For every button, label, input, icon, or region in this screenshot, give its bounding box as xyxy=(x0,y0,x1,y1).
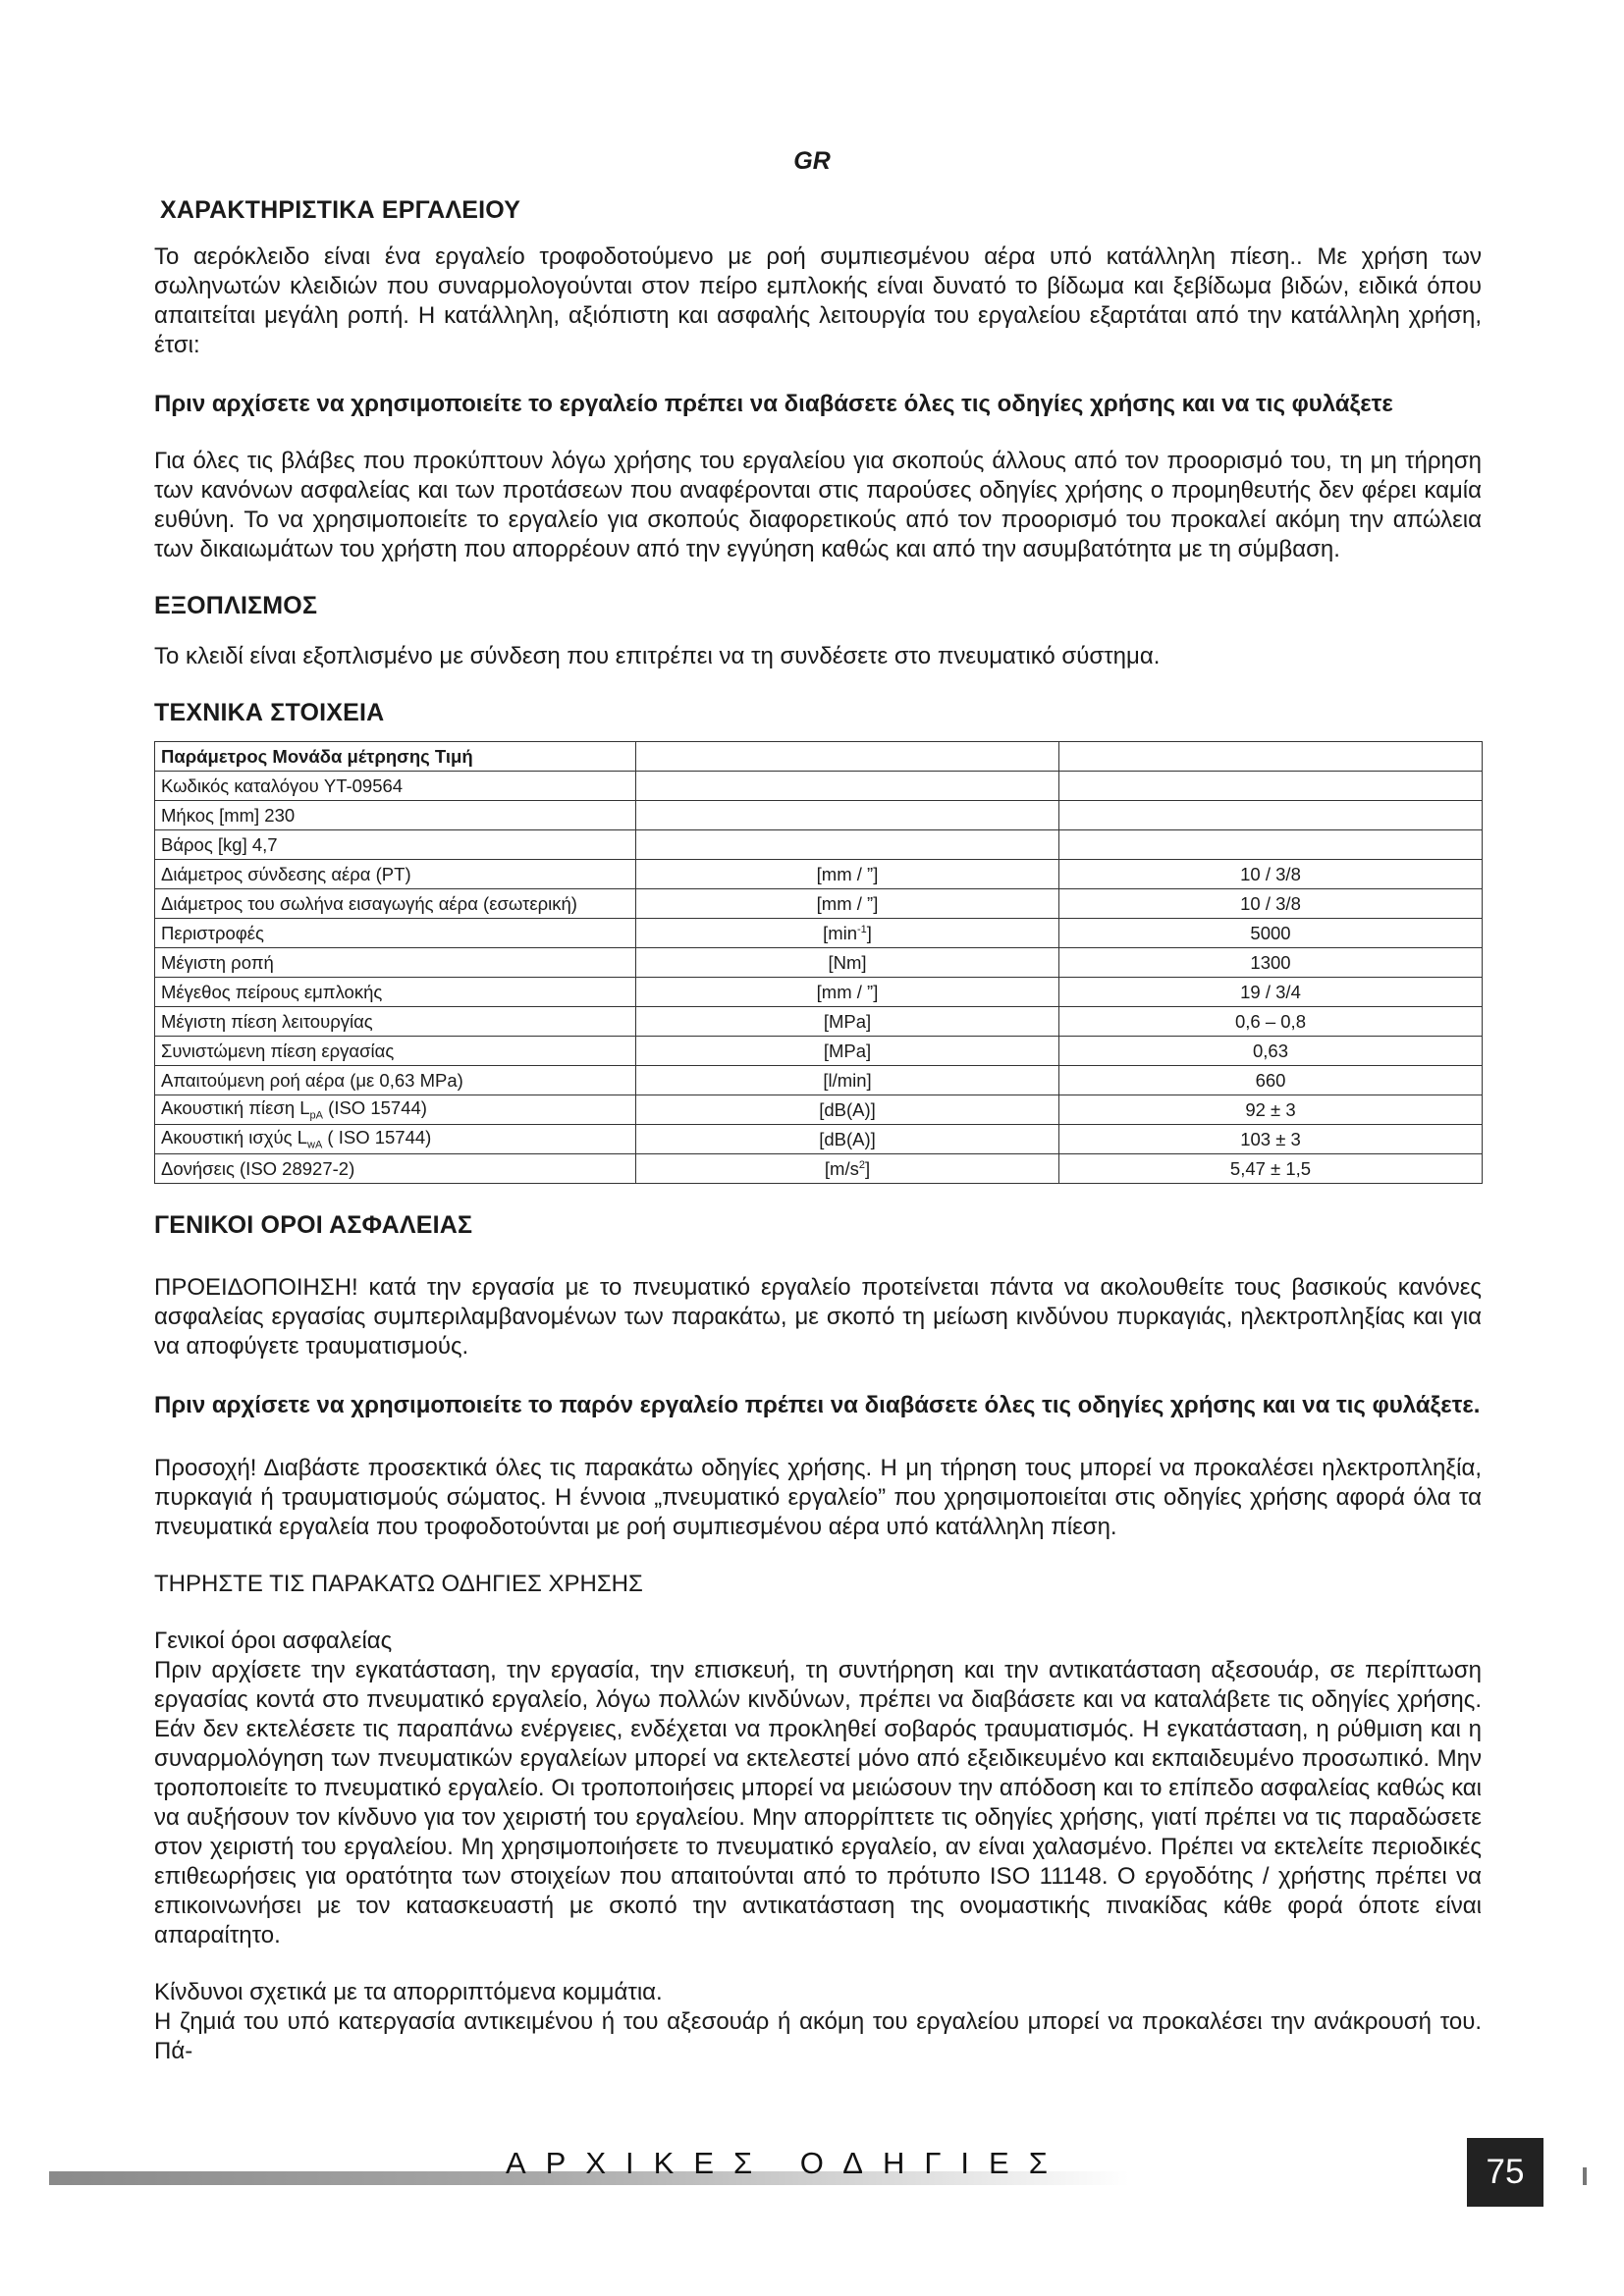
unit-cell: [MPa] xyxy=(636,1037,1059,1066)
unit-cell: $[\min^{-1}]$ xyxy=(636,919,1059,948)
attention-paragraph: Προσοχή! Διαβάστε προσεκτικά όλες τις παρακάτω οδηγίες χρήσης. Η μη τήρηση τους μπορεί να προκαλέσει ηλεκτροπληξία, πυρκαγιά ή τραυματισμούς σώματος. Η έννοια „πνευματικό εργαλείο” που χρησιμοποιείται στις οδηγίες χρήσης αφορά όλα τα πνευματικά εργαλεία που τροφοδοτούνται με ροή συμπιεσμένου αέρα υπό κατάλληλη πίεση. xyxy=(154,1455,1482,1540)
value-cell: 660 xyxy=(1059,1066,1483,1095)
page-content xyxy=(154,196,1482,2066)
table-row xyxy=(155,1095,1483,1125)
safety-warning-paragraph: ΠΡΟΕΙΔΟΠΟΙΗΣΗ! κατά την εργασία με το πνευματικό εργαλείο προτείνεται πάντα να ακολουθείτε τους βασικούς κανόνες ασφαλείας εργασίας συμπεριλαμβανομένων των παρακάτω, με σκοπό τη μείωση κινδύνου πυρκαγιάς, ηλεκτροπληξίας και για να αποφύγετε τραυματισμούς. xyxy=(154,1274,1482,1360)
param-cell: Μέγεθος πείρους εμπλοκής xyxy=(155,978,636,1007)
value-cell: 10 / 3/8 xyxy=(1059,860,1483,889)
observe-instructions-heading: ΤΗΡΗΣΤΕ ΤΙΣ ΠΑΡΑΚΑΤΩ ΟΔΗΓΙΕΣ ΧΡΗΣΗΣ xyxy=(154,1571,643,1597)
unit-cell: [MPa] xyxy=(636,1007,1059,1037)
table-row xyxy=(155,1125,1483,1154)
equipment-heading: ΕΞΟΠΛΙΣΜΟΣ xyxy=(154,592,318,619)
equipment-paragraph: Το κλειδί είναι εξοπλισμένο με σύνδεση που επιτρέπει να τη συνδέσετε στο πνευματικό σύστημα. xyxy=(154,643,1161,669)
param-cell: Περιστροφές xyxy=(155,919,636,948)
table-row xyxy=(155,1007,1483,1037)
table-row xyxy=(155,1154,1483,1184)
value-cell: 1300 xyxy=(1059,948,1483,978)
param-cell: Ακουστική πίεση $L_{pA}$ (ISO 15744) xyxy=(155,1095,636,1125)
debris-subtitle: Κίνδυνοι σχετικά με τα απορριπτόμενα κομμάτια. xyxy=(154,1979,663,2005)
param-cell: Διάμετρος σύνδεσης αέρα (PT) xyxy=(155,860,636,889)
table-row xyxy=(155,1037,1483,1066)
liability-paragraph: Για όλες τις βλάβες που προκύπτουν λόγω χρήσης του εργαλείου για σκοπούς άλλους από τον προορισμό του, τη μη τήρηση των κανόνων ασφαλείας και των προτάσεων που αναφέρονται στις παρούσες οδηγίες χρήσης ο προμηθευτής δεν φέρει καμία ευθύνη. Το να χρησιμοποιείτε το εργαλείο για σκοπούς διαφορετικούς από τον προορισμό του προκαλεί ακόμη την απώλεια των δικαιωμάτων του χρήστη που απορρέουν από την εγγύηση καθώς και από την ασυμβατότητα με τη σύμβαση. xyxy=(154,448,1482,562)
unit-cell: [Nm] xyxy=(636,948,1059,978)
table-row xyxy=(155,801,1483,830)
param-cell: Μέγιστη πίεση λειτουργίας xyxy=(155,1007,636,1037)
unit-cell: [dB(A)] xyxy=(636,1095,1059,1125)
safety-heading: ΓΕΝΙΚΟΙ ΟΡΟΙ ΑΣΦΑΛΕΙΑΣ xyxy=(154,1211,473,1239)
unit-cell: $[m/s^2]$ xyxy=(636,1154,1059,1184)
language-code: GR xyxy=(793,147,831,175)
param-cell: Συνιστώμενη πίεση εργασίας xyxy=(155,1037,636,1066)
table-row xyxy=(155,1066,1483,1095)
general-safety-paragraph: Πριν αρχίσετε την εγκατάσταση, την εργασία, την επισκευή, τη συντήρηση και την αντικατάσταση αξεσουάρ, σε περίπτωση εργασίας κοντά στο πνευματικό εργαλείο, λόγω πολλών κινδύνων, πρέπει να διαβάσετε και να καταλάβετε τις οδηγίες χρήσης. Εάν δεν εκτελέσετε τις παραπάνω ενέργειες, ενδέχεται να προκληθεί σοβαρός τραυματισμός. Η εγκατάσταση, η ρύθμιση και η συναρμολόγηση των πνευματικών εργαλείων μπορεί να εκτελεστεί μόνο από εξειδικευμένο και εκπαιδευμένο προσωπικό. Μην τροποποιείτε το πνευματικό εργαλείο. Οι τροποποιήσεις μπορεί να μειώσουν την απόδοση και το επίπεδο ασφαλείας καθώς και να αυξήσουν τον κίνδυνο για τον χειριστή του εργαλείου. Μην απορρίπτετε τις οδηγίες χρήσης, γιατί πρέπει να τις παραδώσετε στον χειριστή του εργαλείου. Μη χρησιμοποιήσετε το πνευματικό εργαλείο, αν είναι χαλασμένο. Πρέπει να εκτελείτε περιοδικές επιθεωρήσεις για ορατότητα των στοιχείων που απαιτούνται από το πρότυπο ISO 11148. Ο εργοδότης / χρήστης πρέπει να επικοινωνήσει με τον κατασκευαστή με σκοπό την αντικατάσταση της ονομαστικής πινακίδας κάθε φορά όποτε είναι απαραίτητο. xyxy=(154,1657,1482,1949)
table-row xyxy=(155,772,1483,801)
footer-title: ΑΡΧΙΚΕΣ ΟΔΗΓΙΕΣ xyxy=(506,2146,1067,2180)
features-paragraph: Το αερόκλειδο είναι ένα εργαλείο τροφοδοτούμενο με ροή συμπιεσμένου αέρα υπό κατάλληλη πίεση.. Με χρήση των σωληνωτών κλειδιών που συναρμολογούνται στον πείρο εμπλοκής είναι δυνατό το βίδωμα και ξεβίδωμα βιδών, ειδικά όπου απαιτείται μεγάλη ροπή. Η κατάλληλη, αξιόπιστη και ασφαλής λειτουργία του εργαλείου εξαρτάται από την κατάλληλη χρήση, έτσι: xyxy=(154,243,1482,358)
table-row xyxy=(155,830,1483,860)
unit-cell: [mm / ”] xyxy=(636,889,1059,919)
page-number: 75 xyxy=(1467,2138,1543,2207)
table-row xyxy=(155,889,1483,919)
catalog-number-cell: Κωδικός καταλόγου YT-09564 xyxy=(155,772,636,801)
weight-cell: Βάρος [kg] 4,7 xyxy=(155,830,636,860)
value-cell: 5000 xyxy=(1059,919,1483,948)
param-cell: Μέγιστη ροπή xyxy=(155,948,636,978)
unit-cell: [mm / ”] xyxy=(636,978,1059,1007)
safety-read-notice: Πριν αρχίσετε να χρησιμοποιείτε το παρόν εργαλείο πρέπει να διαβάσετε όλες τις οδηγίες χρήσης και να τις φυλάξετε. xyxy=(154,1392,1481,1418)
param-cell: Απαιτούμενη ροή αέρα (με 0,63 MPa) xyxy=(155,1066,636,1095)
value-cell: 92 ± 3 xyxy=(1059,1095,1483,1125)
value-cell: 0,63 xyxy=(1059,1037,1483,1066)
read-instructions-notice: Πριν αρχίσετε να χρησιμοποιείτε το εργαλείο πρέπει να διαβάσετε όλες τις οδηγίες χρήσης και να τις φυλάξετε xyxy=(154,391,1393,417)
table-row xyxy=(155,978,1483,1007)
general-safety-subtitle: Γενικοί όροι ασφαλείας xyxy=(154,1628,393,1654)
value-cell: 5,47 ± 1,5 xyxy=(1059,1154,1483,1184)
technical-data-heading: ΤΕΧΝΙΚΑ ΣΤΟΙΧΕΙΑ xyxy=(154,699,385,726)
param-cell: Ακουστική ισχύς $L_{wA}$ ( ISO 15744) xyxy=(155,1125,636,1154)
unit-cell: [l/min] xyxy=(636,1066,1059,1095)
table-row xyxy=(155,860,1483,889)
debris-paragraph: Η ζημιά του υπό κατεργασία αντικειμένου ή του αξεσουάρ ή ακόμη του εργαλείου μπορεί να προκαλέσει την ανάκρουσή του. Πά- xyxy=(154,2008,1482,2064)
table-row xyxy=(155,919,1483,948)
value-cell: 10 / 3/8 xyxy=(1059,889,1483,919)
features-heading: ΧΑΡΑΚΤΗΡΙΣΤΙΚΑ ΕΡΓΑΛΕΙΟΥ xyxy=(160,196,521,224)
table-header-cell: Παράμετρος Μονάδα μέτρησης Τιμή xyxy=(155,742,636,772)
unit-cell: [mm / ”] xyxy=(636,860,1059,889)
param-cell: Δονήσεις (ISO 28927-2) xyxy=(155,1154,636,1184)
param-cell: Διάμετρος του σωλήνα εισαγωγής αέρα (εσωτερική) xyxy=(155,889,636,919)
unit-cell: [dB(A)] xyxy=(636,1125,1059,1154)
page-edge-mark xyxy=(1583,2167,1587,2185)
technical-data-table xyxy=(154,741,1483,1184)
table-row xyxy=(155,948,1483,978)
value-cell: 0,6 – 0,8 xyxy=(1059,1007,1483,1037)
value-cell: 19 / 3/4 xyxy=(1059,978,1483,1007)
table-header-row xyxy=(155,742,1483,772)
value-cell: 103 ± 3 xyxy=(1059,1125,1483,1154)
length-cell: Μήκος [mm] 230 xyxy=(155,801,636,830)
